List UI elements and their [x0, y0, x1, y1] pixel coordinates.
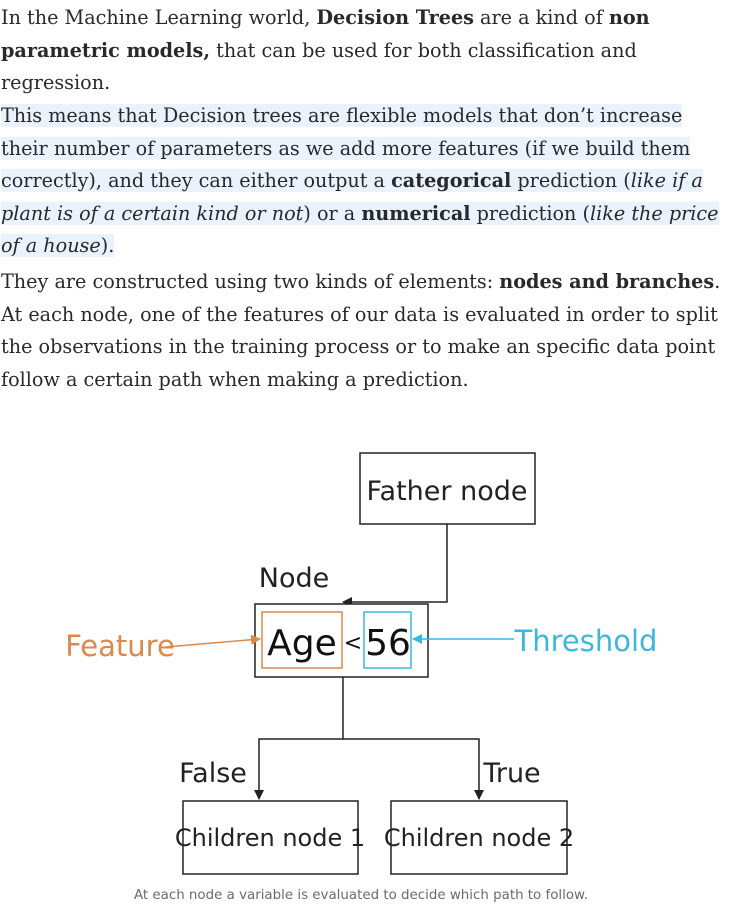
- figure-caption: At each node a variable is evaluated to decide which path to follow.: [133, 888, 589, 903]
- threshold-label: Threshold: [514, 624, 658, 658]
- node-label: Node: [258, 563, 330, 594]
- bold-nodes-and-branches: nodes and branches: [499, 270, 715, 293]
- paragraph-nodes-branches: [1, 266, 729, 396]
- false-branch: [259, 677, 343, 799]
- italic-example-plant: like if a plant is of a certain kind or not: [1, 169, 703, 225]
- paragraph-highlighted: [1, 100, 729, 263]
- bold-categorical: categorical: [391, 169, 512, 193]
- threshold-value: 56: [365, 623, 411, 664]
- father-to-node-connector: [343, 524, 447, 602]
- text: ).: [100, 234, 115, 258]
- bold-numerical: numerical: [361, 201, 471, 225]
- text: ) or a: [303, 201, 362, 225]
- true-branch: [343, 739, 479, 799]
- feature-arrow: [166, 639, 260, 647]
- operator-symbol: <: [343, 631, 363, 656]
- father-node-label: Father node: [366, 476, 528, 507]
- feature-label: Feature: [65, 629, 175, 663]
- text: prediction (: [511, 169, 631, 193]
- false-label: False: [179, 758, 247, 789]
- paragraph-intro: [1, 2, 729, 100]
- bold-decision-trees: Decision Trees: [316, 6, 474, 29]
- text: This means that Decision trees are flexible models that don’t increase their number of parameters as we add more features (if we build them correctly), and they can either output a: [1, 104, 691, 193]
- text: In the Machine Learning world,: [1, 6, 317, 29]
- text: . At each node, one of the features of our data is evaluated in order to split the observations in the training process or to make an specific data point follow a certain path when making a prediction.: [1, 270, 721, 391]
- text: They are constructed using two kinds of elements:: [1, 270, 500, 293]
- text: are a kind of: [473, 6, 609, 29]
- true-label: True: [483, 758, 541, 789]
- feature-value: Age: [267, 623, 337, 664]
- child-node-2-label: Children node 2: [383, 824, 575, 852]
- text: prediction (: [470, 201, 590, 225]
- bold-non-parametric: non parametric models,: [1, 6, 650, 62]
- italic-example-house: like the price of a house: [1, 201, 719, 258]
- text: that can be used for both classification and regression.: [1, 38, 637, 95]
- highlighted-passage[interactable]: [1, 104, 719, 257]
- decision-tree-diagram: [0, 440, 734, 880]
- child-node-1-label: Children node 1: [174, 824, 366, 852]
